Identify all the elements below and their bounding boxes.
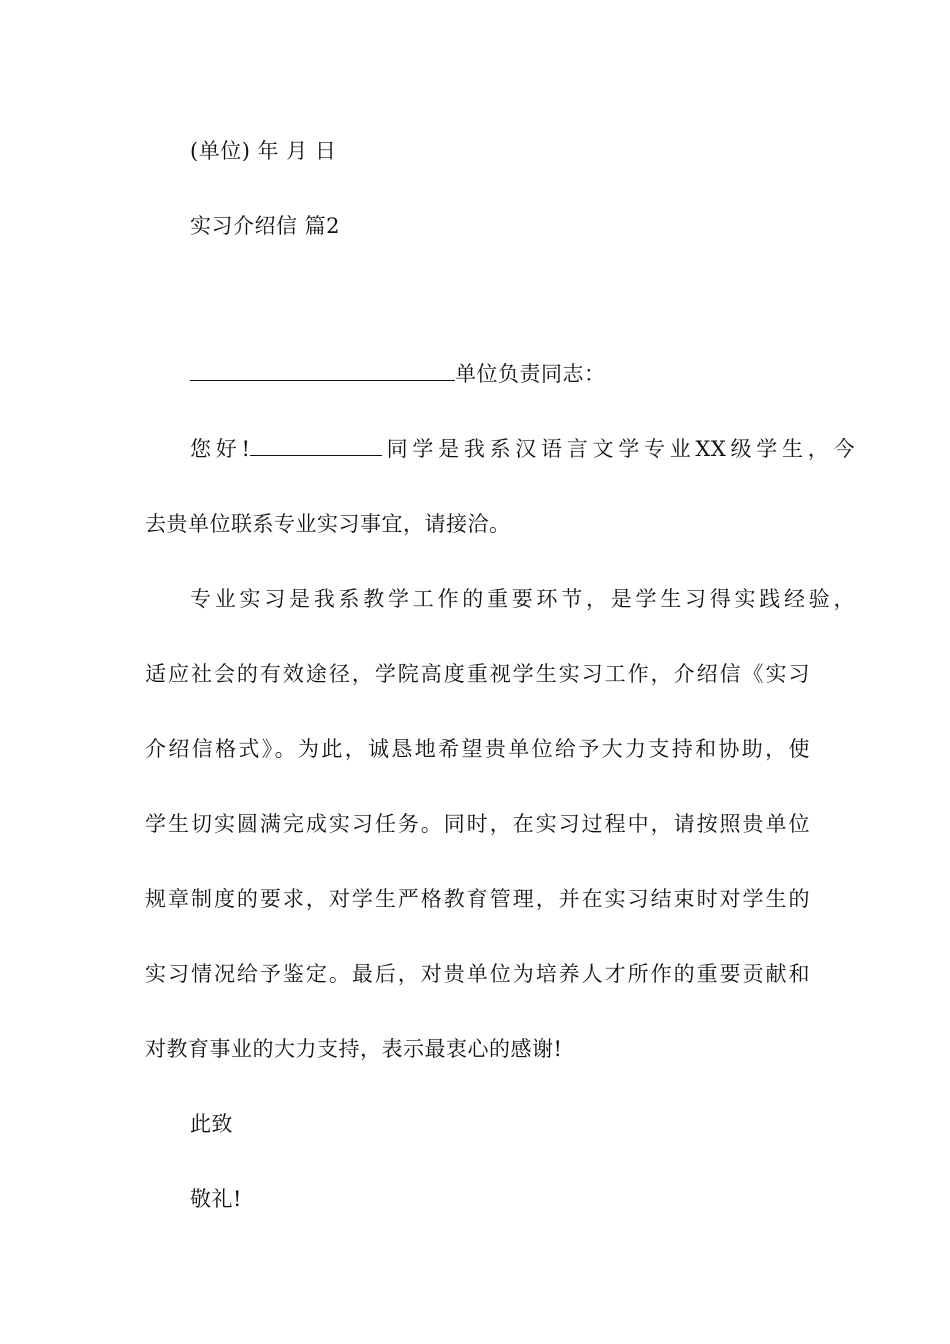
paragraph-2-line-1: 专业实习是我系教学工作的重要环节，是学生习得实践经验， bbox=[190, 587, 855, 611]
paragraph-2-line-2: 适应社会的有效途径，学院高度重视学生实习工作，介绍信《实习 bbox=[145, 662, 810, 686]
paragraph-2-line-7: 对教育事业的大力支持，表示最衷心的感谢! bbox=[145, 1037, 563, 1061]
greeting-text: 您好! bbox=[190, 437, 251, 461]
paragraph-2-line-6: 实习情况给予鉴定。最后，对贵单位为培养人才所作的重要贡献和 bbox=[145, 962, 810, 986]
student-name-blank bbox=[250, 437, 382, 456]
salutation-text: 单位负责同志： bbox=[455, 362, 606, 386]
closing-line-2: 敬礼! bbox=[190, 1187, 242, 1211]
date-line: (单位) 年 月 日 bbox=[190, 139, 337, 163]
paragraph-1-line-2: 去贵单位联系专业实习事宜，请接洽。 bbox=[145, 512, 511, 536]
paragraph-1-line-1 bbox=[145, 434, 855, 464]
section-title: 实习介绍信 篇2 bbox=[190, 214, 341, 238]
paragraph-2-line-5: 规章制度的要求，对学生严格教育管理，并在实习结束时对学生的 bbox=[145, 887, 810, 911]
salutation-line bbox=[145, 359, 855, 389]
paragraph-2-line-3: 介绍信格式》。为此，诚恳地希望贵单位给予大力支持和协助，使 bbox=[145, 737, 810, 761]
recipient-blank bbox=[190, 362, 455, 381]
paragraph-2-line-4: 学生切实圆满完成实习任务。同时，在实习过程中，请按照贵单位 bbox=[145, 812, 810, 836]
student-intro-text: 同学是我系汉语言文学专业XX级学生，今 bbox=[382, 437, 855, 461]
closing-line-1: 此致 bbox=[190, 1112, 233, 1136]
